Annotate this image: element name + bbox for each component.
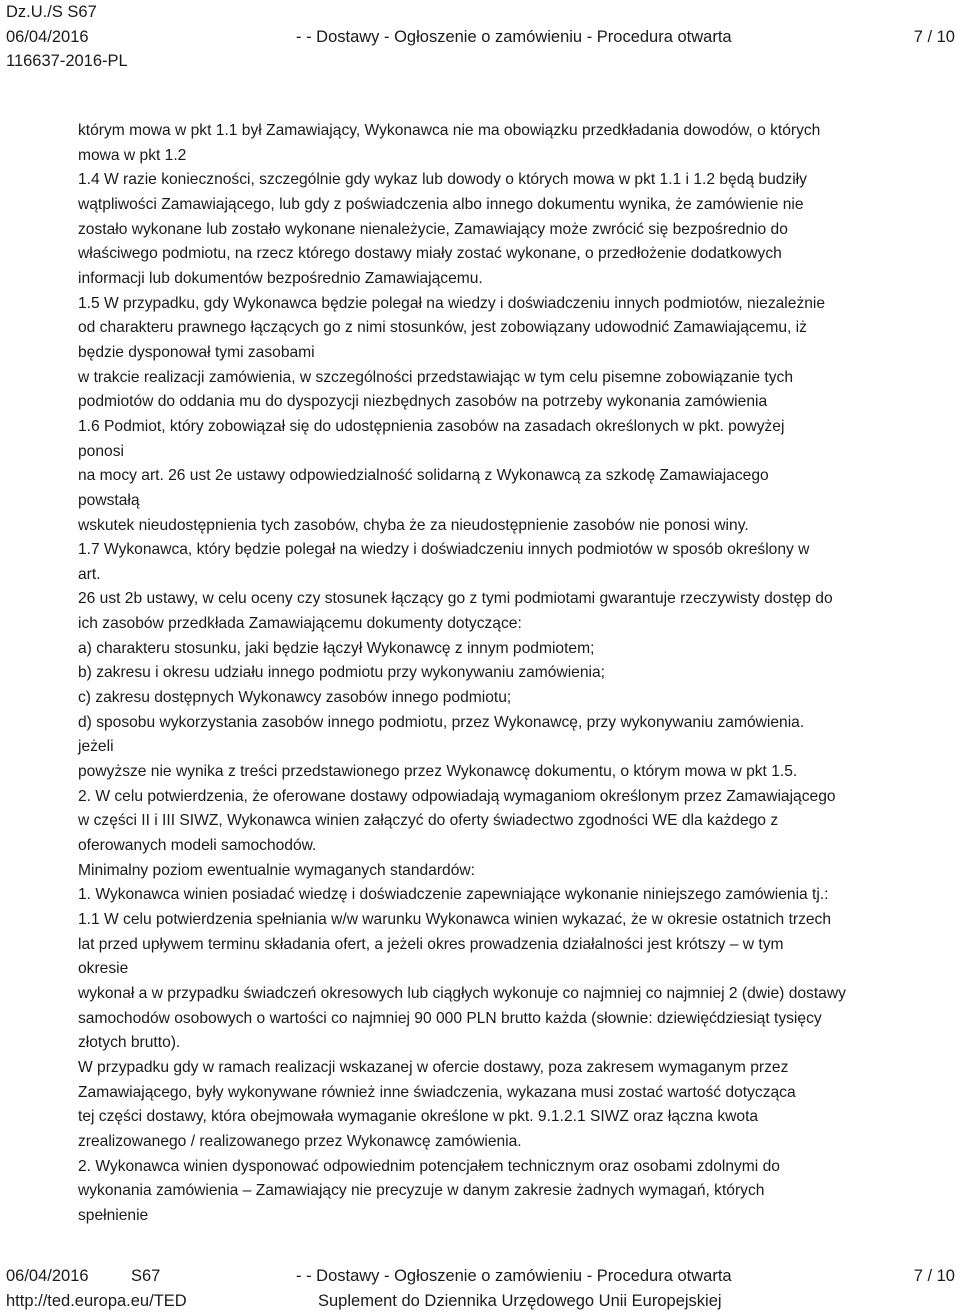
text-line: w części II i III SIWZ, Wykonawca winien załączyć do oferty świadectwo zgodności WE dla każdego z (78, 809, 948, 834)
text-line: 2. W celu potwierdzenia, że oferowane dostawy odpowiadają wymaganiom określonym przez Zamawiającego (78, 785, 948, 810)
text-line: od charakteru prawnego łączących go z nimi stosunków, jest zobowiązany udowodnić Zamawiającemu, iż (78, 316, 948, 341)
text-line: ich zasobów przedkłada Zamawiającemu dokumenty dotyczące: (78, 612, 948, 637)
header-title: - - Dostawy - Ogłoszenie o zamówieniu - Procedura otwarta (296, 25, 732, 50)
text-line: zrealizowanego / realizowanego przez Wykonawcę zamówienia. (78, 1130, 948, 1155)
text-line: informacji lub dokumentów bezpośrednio Zamawiającemu. (78, 267, 948, 292)
text-line: art. (78, 563, 948, 588)
text-line: 1.4 W razie konieczności, szczególnie gdy wykaz lub dowody o których mowa w pkt 1.1 i 1.2 będą budziły (78, 168, 948, 193)
text-line: d) sposobu wykorzystania zasobów innego podmiotu, przez Wykonawcę, przy wykonywaniu zamówienia. (78, 711, 948, 736)
footer-date: 06/04/2016 (6, 1264, 89, 1289)
page-footer (0, 1264, 960, 1313)
text-line: W przypadku gdy w ramach realizacji wskazanej w ofercie dostawy, poza zakresem wymaganym przez (78, 1056, 948, 1081)
footer-issue: S67 (131, 1264, 160, 1289)
page-header (0, 0, 960, 74)
text-line: lat przed upływem terminu składania ofert, a jeżeli okres prowadzenia działalności jest krótszy – w tym (78, 933, 948, 958)
notice-id: 116637-2016-PL (6, 49, 128, 74)
text-line: 1. Wykonawca winien posiadać wiedzę i doświadczenie zapewniające wykonanie niniejszego zamówienia tj.: (78, 883, 948, 908)
text-line: wątpliwości Zamawiającego, lub gdy z poświadczenia albo innego dokumentu wynika, że zamówienie nie (78, 193, 948, 218)
header-page-number: 7 / 10 (914, 25, 955, 50)
text-line: 1.5 W przypadku, gdy Wykonawca będzie polegał na wiedzy i doświadczeniu innych podmiotów, niezależnie (78, 292, 948, 317)
text-line: właściwego podmiotu, na rzecz którego dostawy miały zostać wykonane, o przedłożenie dodatkowych (78, 242, 948, 267)
text-line: Zamawiającego, były wykonywane również inne świadczenia, wykazana musi zostać wartość dotycząca (78, 1081, 948, 1106)
text-line: w trakcie realizacji zamówienia, w szczególności przedstawiając w tym celu pisemne zobowiązanie tych (78, 366, 948, 391)
header-date: 06/04/2016 (6, 25, 89, 50)
text-line: będzie dysponował tymi zasobami (78, 341, 948, 366)
text-line: tej części dostawy, która obejmowała wymaganie określone w pkt. 9.1.2.1 SIWZ oraz łączna kwota (78, 1105, 948, 1130)
footer-url: http://ted.europa.eu/TED (6, 1289, 187, 1313)
text-line: spełnienie (78, 1204, 948, 1229)
text-line: samochodów osobowych o wartości co najmniej 90 000 PLN brutto każda (słownie: dziewięćdziesiąt tysięcy (78, 1007, 948, 1032)
text-line: jeżeli (78, 735, 948, 760)
text-line: którym mowa w pkt 1.1 był Zamawiający, Wykonawca nie ma obowiązku przedkładania dowodów, o których (78, 119, 948, 144)
text-line: c) zakresu dostępnych Wykonawcy zasobów innego podmiotu; (78, 686, 948, 711)
journal-ref: Dz.U./S S67 (6, 0, 97, 25)
text-line: a) charakteru stosunku, jaki będzie łączył Wykonawcę z innym podmiotem; (78, 637, 948, 662)
text-line: zostało wykonane lub zostało wykonane nienależycie, Zamawiający może zwrócić się bezpośrednio do (78, 218, 948, 243)
text-line: 1.6 Podmiot, który zobowiązał się do udostępnienia zasobów na zasadach określonych w pkt. powyżej (78, 415, 948, 440)
text-line: okresie (78, 957, 948, 982)
text-line: Minimalny poziom ewentualnie wymaganych standardów: (78, 859, 948, 884)
text-line: wskutek nieudostępnienia tych zasobów, chyba że za nieudostępnienie zasobów nie ponosi winy. (78, 514, 948, 539)
text-line: ponosi (78, 440, 948, 465)
footer-title: - - Dostawy - Ogłoszenie o zamówieniu - Procedura otwarta (296, 1264, 732, 1289)
text-line: b) zakresu i okresu udziału innego podmiotu przy wykonywaniu zamówienia; (78, 661, 948, 686)
text-line: mowa w pkt 1.2 (78, 144, 948, 169)
text-line: powstałą (78, 489, 948, 514)
text-line: 1.7 Wykonawca, który będzie polegał na wiedzy i doświadczeniu innych podmiotów w sposób określony w (78, 538, 948, 563)
text-line: 1.1 W celu potwierdzenia spełniania w/w warunku Wykonawca winien wykazać, że w okresie ostatnich trzech (78, 908, 948, 933)
text-line: podmiotów do oddania mu do dyspozycji niezbędnych zasobów na potrzeby wykonania zamówienia (78, 390, 948, 415)
footer-page-number: 7 / 10 (914, 1264, 955, 1289)
footer-supplement: Suplement do Dziennika Urzędowego Unii Europejskiej (318, 1289, 722, 1313)
text-line: 2. Wykonawca winien dysponować odpowiednim potencjałem technicznym oraz osobami zdolnymi do (78, 1155, 948, 1180)
text-line: oferowanych modeli samochodów. (78, 834, 948, 859)
text-line: wykonał a w przypadku świadczeń okresowych lub ciągłych wykonuje co najmniej co najmniej 2 (dwie) dostawy (78, 982, 948, 1007)
text-line: powyższe nie wynika z treści przedstawionego przez Wykonawcę dokumentu, o którym mowa w pkt 1.5. (78, 760, 948, 785)
text-line: 26 ust 2b ustawy, w celu oceny czy stosunek łączący go z tymi podmiotami gwarantuje rzeczywisty dostęp do (78, 587, 948, 612)
text-line: wykonania zamówienia – Zamawiający nie precyzuje w danym zakresie żadnych wymagań, których (78, 1179, 948, 1204)
text-line: na mocy art. 26 ust 2e ustawy odpowiedzialność solidarną z Wykonawcą za szkodę Zamawiajacego (78, 464, 948, 489)
notice-body (78, 119, 948, 1229)
text-line: złotych brutto). (78, 1031, 948, 1056)
